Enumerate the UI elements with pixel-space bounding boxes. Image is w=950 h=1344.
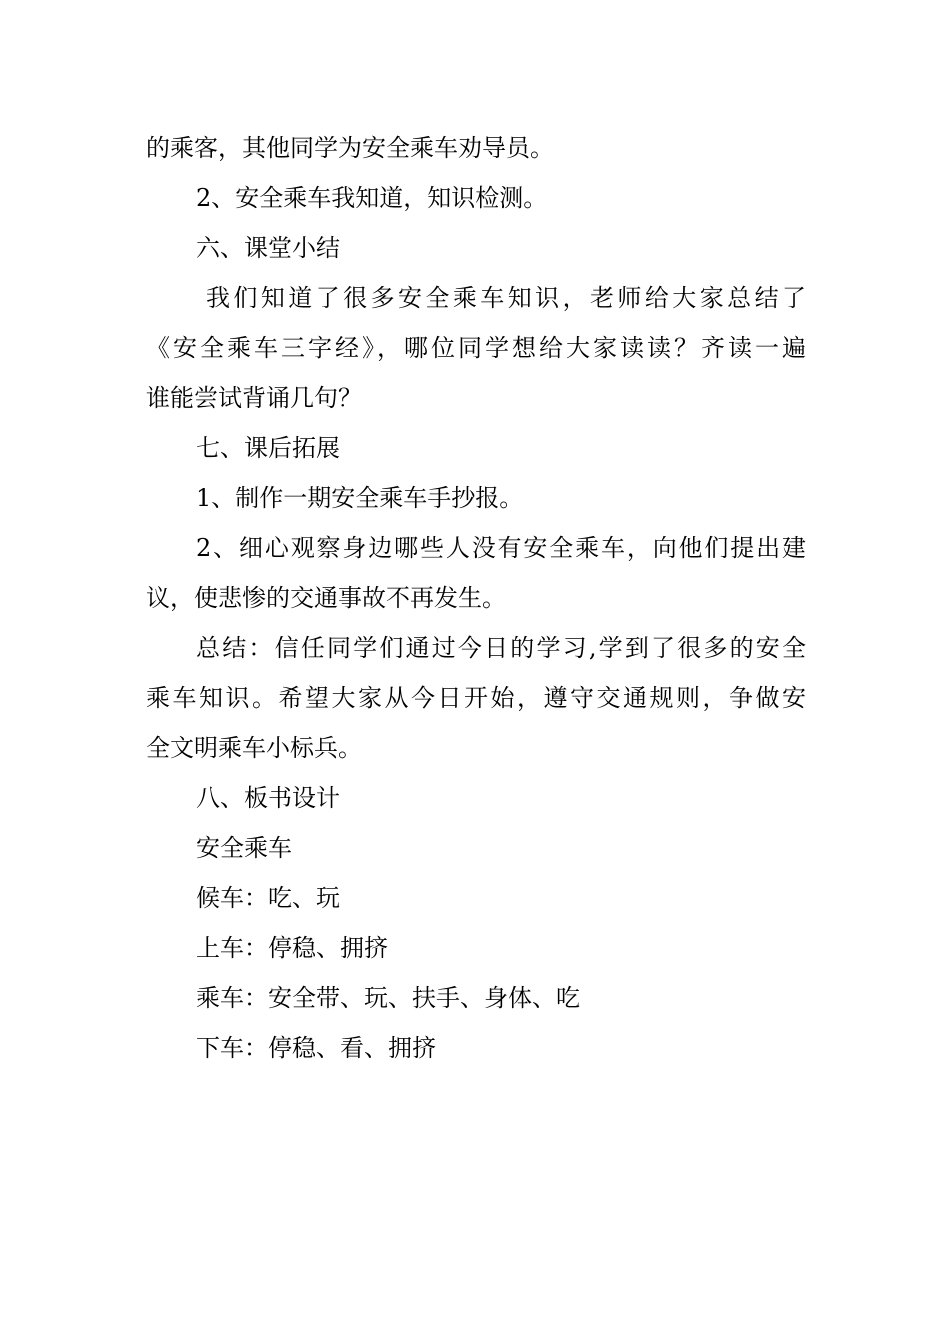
paragraph-line-8: 1、制作一期安全乘车手抄报。 — [196, 484, 524, 512]
section-heading-8: 八、板书设计 — [196, 784, 340, 812]
paragraph-line-12: 乘车知识。希望大家从今日开始，遵守交通规则，争做安 — [146, 684, 806, 712]
board-item-riding: 乘车：安全带、玩、扶手、身体、吃 — [196, 984, 580, 1012]
board-item-boarding: 上车：停稳、拥挤 — [196, 934, 388, 962]
paragraph-line-10: 议，使悲惨的交通事故不再发生。 — [146, 584, 506, 612]
paragraph-line-13: 全文明乘车小标兵。 — [146, 734, 362, 762]
paragraph-line-6: 谁能尝试背诵几句？ — [146, 384, 362, 412]
board-title: 安全乘车 — [196, 834, 292, 862]
paragraph-line-4: 我们知道了很多安全乘车知识，老师给大家总结了 — [206, 284, 806, 312]
section-heading-7: 七、课后拓展 — [196, 434, 340, 462]
section-heading-6: 六、课堂小结 — [196, 234, 340, 262]
paragraph-line-1: 的乘客，其他同学为安全乘车劝导员。 — [146, 134, 554, 162]
paragraph-line-11: 总结：信任同学们通过今日的学习,学到了很多的安全 — [196, 634, 806, 662]
board-item-waiting: 候车：吃、玩 — [196, 884, 340, 912]
paragraph-line-9: 2、细心观察身边哪些人没有安全乘车，向他们提出建 — [196, 534, 806, 562]
paragraph-line-2: 2、安全乘车我知道，知识检测。 — [196, 184, 548, 212]
paragraph-line-5: 《安全乘车三字经》，哪位同学想给大家读读？齐读一遍 — [146, 334, 806, 362]
board-item-alighting: 下车：停稳、看、拥挤 — [196, 1034, 436, 1062]
